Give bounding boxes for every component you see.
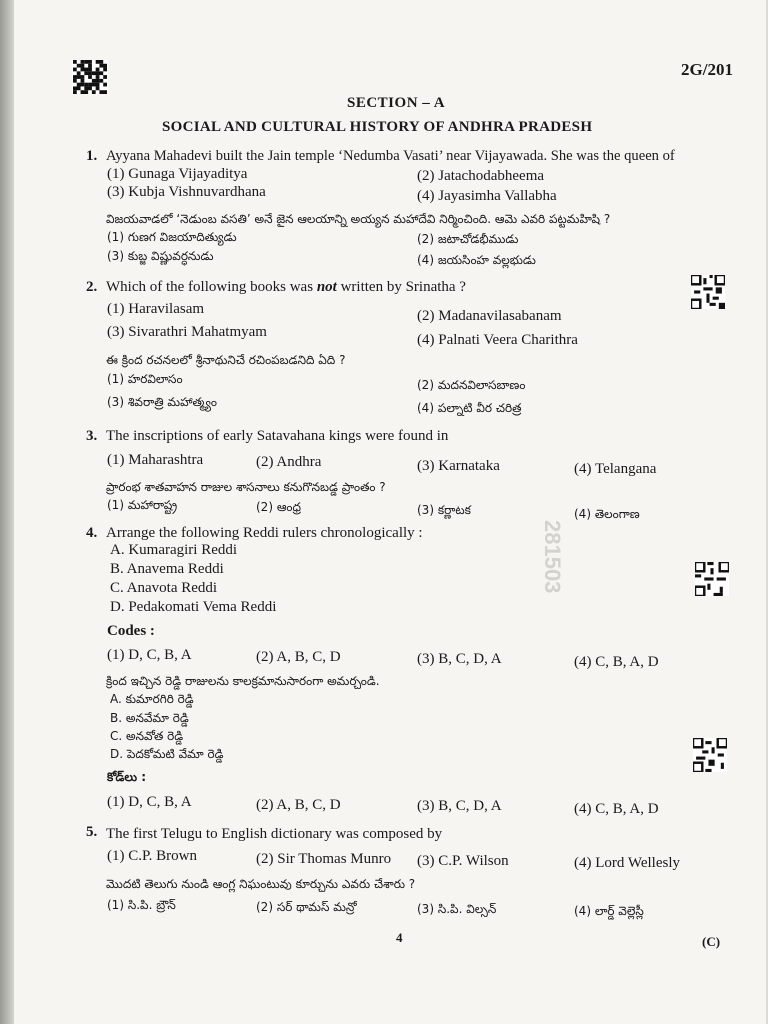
codes-label-telugu: కోడ్‌లు : (107, 770, 147, 784)
question-text: The inscriptions of early Satavahana kings were found in (106, 428, 449, 444)
page-number: 4 (396, 930, 403, 945)
qr-code-icon (695, 562, 729, 596)
option-telugu: (4) లార్డ్ వెల్లెస్లీ (574, 904, 644, 918)
option-telugu: (4) తెలంగాణ (574, 507, 640, 521)
option: (1) D, C, B, A (107, 647, 192, 663)
option-telugu: (2) జటాచోడభీముడు (417, 232, 519, 246)
option-telugu: (1) D, C, B, A (107, 794, 192, 810)
set-code: (C) (702, 934, 721, 949)
option: (1) C.P. Brown (107, 848, 198, 864)
question-text: Ayyana Mahadevi built the Jain temple ‘Nedumba Vasati’ near Vijayawada. She was the queen of (106, 148, 675, 164)
option: (3) Sivarathri Mahatmyam (107, 324, 267, 340)
option-telugu: (1) హరవిలాసం (107, 372, 183, 386)
list-item: B. Anavema Reddi (110, 561, 224, 577)
option: (3) Kubja Vishnuvardhana (107, 184, 266, 200)
option: (2) Madanavilasabanam (417, 308, 562, 324)
watermark-text: 281503 (540, 520, 565, 594)
watermark (541, 520, 571, 920)
subject-title: SOCIAL AND CULTURAL HISTORY OF ANDHRA PRADESH (162, 119, 593, 135)
question-number: 4. (86, 525, 98, 541)
question-text-telugu: ఈ క్రింద రచనలలో శ్రీనాథునిచే రచింపబడనిది ఏది ? (106, 353, 346, 367)
section-label: SECTION – A (347, 95, 446, 111)
codes-label: Codes : (107, 623, 155, 639)
question-number: 3. (86, 428, 98, 444)
question-text-telugu: క్రింద ఇచ్చిన రెడ్డి రాజులను కాలక్రమానుసారంగా అమర్చండి. (106, 674, 380, 688)
option: (3) C.P. Wilson (417, 853, 509, 869)
barcode-qr-icon (72, 60, 108, 94)
question-text-telugu: మొదటి తెలుగు నుండి ఆంగ్ల నిఘంటువు కూర్చును ఎవరు చేశారు ? (106, 877, 416, 891)
option: (4) Jayasimha Vallabha (417, 188, 557, 204)
option-telugu: (4) జయసింహ వల్లభుడు (417, 253, 536, 267)
question-text-telugu: విజయవాడలో ‘నెడుంబ వసతి’ అనే జైన ఆలయాన్ని అయ్యన మహాదేవి నిర్మించింది. ఆమె ఎవరి పట్టమహిషి ? (106, 212, 611, 226)
option-telugu: (2) సర్ థామస్ మన్రో (256, 900, 357, 914)
option-telugu: (4) పల్నాటి వీర చరిత్ర (417, 401, 522, 415)
option-telugu: (1) సి.పి. బ్రౌన్ (107, 898, 176, 912)
question-text-part: written by Srinatha ? (336, 279, 466, 295)
option: (4) Lord Wellesly (574, 855, 680, 871)
question-text: Arrange the following Reddi rulers chronologically : (106, 525, 423, 541)
option: (2) Sir Thomas Munro (256, 851, 392, 867)
option-telugu: (3) కుబ్జ విష్ణువర్ధనుడు (107, 249, 214, 263)
list-item: D. Pedakomati Vema Reddi (110, 599, 277, 615)
option: (2) Jatachodabheema (417, 168, 545, 184)
option: (3) B, C, D, A (417, 651, 502, 667)
list-item: A. Kumaragiri Reddi (110, 542, 238, 558)
option: (1) Gunaga Vijayaditya (107, 166, 248, 182)
qr-code-icon (691, 275, 725, 309)
option: (4) Palnati Veera Charithra (417, 332, 578, 348)
option-telugu: (4) C, B, A, D (574, 801, 659, 817)
list-item-telugu: C. అనవోత రెడ్డి (110, 729, 184, 743)
question-text-part: Which of the following books was (106, 279, 317, 295)
list-item-telugu: A. కుమారగిరి రెడ్డి (110, 692, 194, 706)
list-item-telugu: B. అనవేమా రెడ్డి (110, 711, 189, 725)
option-telugu: (2) A, B, C, D (256, 797, 341, 813)
option: (1) Maharashtra (107, 452, 204, 468)
question-text (106, 279, 466, 296)
list-item-telugu: D. పెదకోమటి వేమా రెడ్డి (110, 747, 224, 761)
option: (1) Haravilasam (107, 301, 205, 317)
question-text: The first Telugu to English dictionary was composed by (106, 826, 443, 842)
option: (2) A, B, C, D (256, 649, 341, 665)
option-telugu: (2) ఆంధ్ర (256, 500, 301, 514)
option: (4) Telangana (574, 461, 657, 477)
option-telugu: (3) కర్ణాటక (417, 503, 471, 517)
option-telugu: (2) మదనవిలాసబాణం (417, 378, 526, 392)
question-text-telugu: ప్రారంభ శాతవాహన రాజుల శాసనాలు కనుగొనబడ్డ ప్రాంతం ? (106, 480, 386, 494)
qr-code-icon (693, 738, 727, 772)
paper-code: 2G/201 (681, 60, 733, 79)
option: (2) Andhra (256, 454, 322, 470)
question-number: 1. (86, 148, 98, 164)
option: (4) C, B, A, D (574, 654, 659, 670)
option-telugu: (3) సి.పి. విల్సన్ (417, 902, 497, 916)
question-number: 5. (86, 824, 98, 840)
option: (3) Karnataka (417, 458, 500, 474)
question-text-emphasis: not (316, 279, 337, 295)
option-telugu: (1) గుణగ విజయాదిత్యుడు (107, 230, 237, 244)
option-telugu: (1) మహారాష్ట్ర (107, 498, 178, 512)
question-number: 2. (86, 279, 98, 295)
option-telugu: (3) B, C, D, A (417, 798, 502, 814)
exam-page (14, 0, 766, 1024)
list-item: C. Anavota Reddi (110, 580, 218, 596)
option-telugu: (3) శివరాత్రి మహాత్మ్యం (107, 395, 217, 409)
